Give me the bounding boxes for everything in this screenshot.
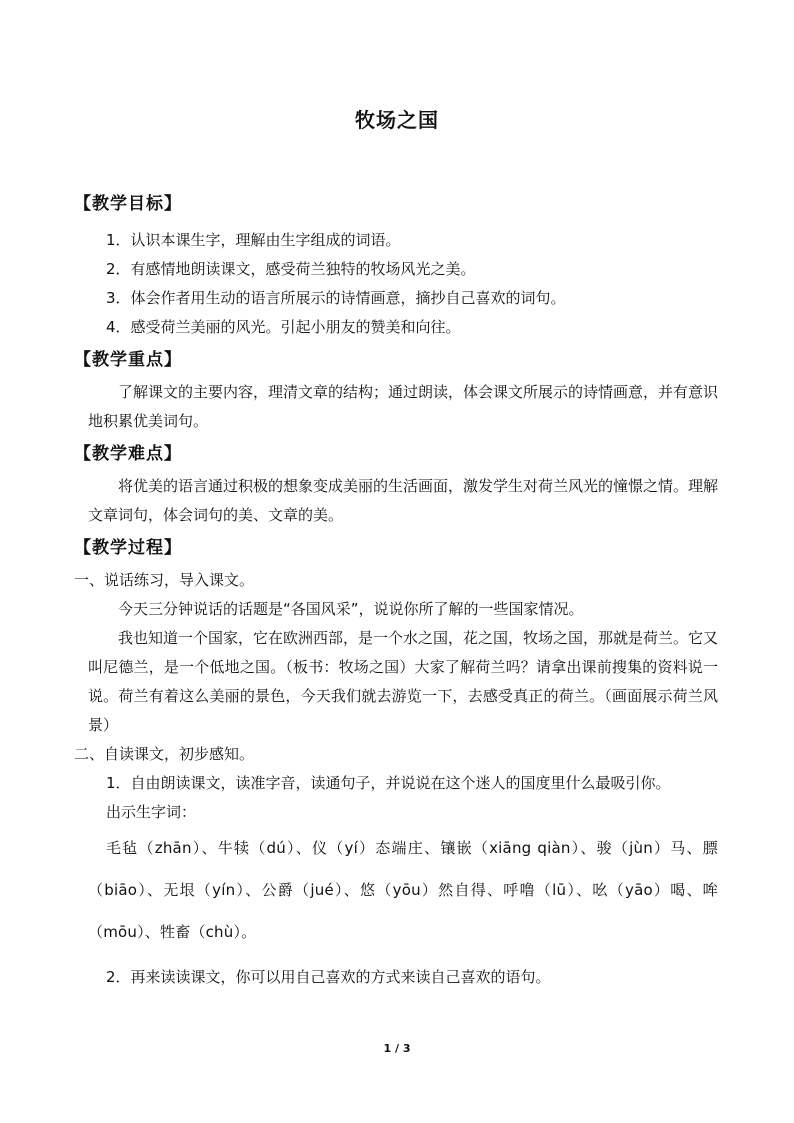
key-points-text: 了解课文的主要内容，理清文章的结构；通过朗读，体会课文所展示的诗情画意，并有意识地积累优美词句。 <box>88 383 719 430</box>
section-heading-difficulties: 【教学难点】 <box>74 444 182 464</box>
process-step-2-item-1: 1．自由朗读课文，读准字音，读通句子，并说说在这个迷人的国度里什么最吸引你。 <box>106 774 671 792</box>
section-heading-objectives: 【教学目标】 <box>74 194 182 214</box>
objectives-list <box>88 226 718 342</box>
process-step-1-paragraph-1: 今天三分钟说话的话题是“各国风采”，说说你所了解的一些国家情况。 <box>118 600 584 618</box>
spacer <box>88 953 718 963</box>
process-step-2-title: 二、自读课文，初步感知。 <box>74 745 255 763</box>
section-heading-process: 【教学过程】 <box>74 538 182 558</box>
vocab-label: 出示生字词： <box>106 803 197 821</box>
document-body <box>74 186 719 992</box>
vocab-list: 毛毡（zhān）、牛犊（dú）、仪（yí）态端庄、镶嵌（xiāng qiàn）、骏（jùn）马、膘（biāo）、无垠（yín）、公爵（jué）、悠（yōu）然自得、呼噜（lū）、吆（yāo）喝、哞（mōu）、牲畜（chù）。 <box>88 839 718 941</box>
process-step-2-item-2: 2．再来读读课文，你可以用自己喜欢的方式来读自己喜欢的语句。 <box>106 968 551 986</box>
process-step-1-paragraph-2: 我也知道一个国家，它在欧洲西部，是一个水之国，花之国，牧场之国，那就是荷兰。它又叫尼德兰，是一个低地之国。（板书：牧场之国）大家了解荷兰吗？请拿出课前搜集的资料说一说。荷兰有着这么美丽的景色，今天我们就去游览一下，去感受真正的荷兰。（画面展示荷兰风景） <box>88 629 719 734</box>
objective-item: 2．有感情地朗读课文，感受荷兰独特的牧场风光之美。 <box>106 260 476 278</box>
process-step-1-title: 一、说话练习，导入课文。 <box>74 571 255 589</box>
document-title: 牧场之国 <box>355 108 439 132</box>
objective-item: 1．认识本课生字，理解由生字组成的词语。 <box>106 231 401 249</box>
objective-item: 3．体会作者用生动的语言所展示的诗情画意，摘抄自己喜欢的词句。 <box>106 289 566 307</box>
page-indicator: 1 / 3 <box>383 1042 411 1055</box>
difficulties-text: 将优美的语言通过积极的想象变成美丽的生活画面，激发学生对荷兰风光的憧憬之情。理解文章词句，体会词句的美、文章的美。 <box>88 477 719 524</box>
objective-item: 4．感受荷兰美丽的风光。引起小朋友的赞美和向往。 <box>106 318 461 336</box>
section-heading-key-points: 【教学重点】 <box>74 350 182 370</box>
